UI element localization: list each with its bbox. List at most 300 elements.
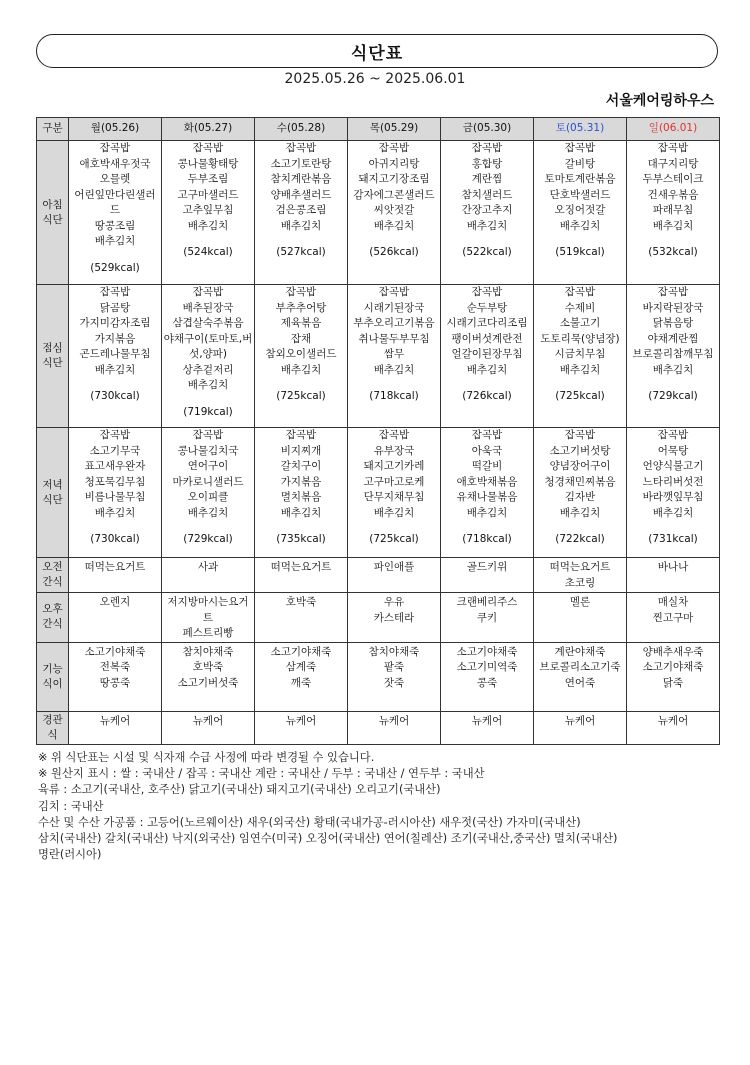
spacer [163,521,253,532]
menu-item: 소고기야채죽 [270,645,332,658]
menu-item: 잡곡밥 [99,286,131,298]
category-header: 구분 [37,118,69,141]
spacer [535,378,625,389]
calorie-label: (532kcal) [648,246,698,258]
menu-cell-dinner-mon [69,428,162,558]
menu-cell-breakfast-fri [441,141,534,285]
menu-item: 뉴케어 [192,714,224,727]
menu-item: 배추김치 [373,506,415,519]
menu-cell-breakfast-mon [69,141,162,285]
menu-item: 배추김치 [652,219,694,232]
menu-cell-am-snack-mon [69,558,162,593]
menu-item: 소불고기 [559,317,601,329]
menu-cell-lunch-sat [534,285,627,428]
menu-item: 잡곡밥 [657,142,689,154]
menu-item: 단무지채무침 [363,491,425,503]
menu-item: 계란야채죽 [554,645,606,658]
calorie-label: (729kcal) [648,390,698,402]
calorie-label: (726kcal) [462,390,512,402]
menu-item: 파래무침 [652,204,694,216]
note-line: 육류 : 소고기(국내산, 호주산) 닭고기(국내산) 돼지고기(국내산) 오리고기(국내산) [38,783,441,797]
menu-cell-tube-feeding-sat [534,711,627,744]
menu-item: 부추추어탕 [275,301,327,314]
menu-cell-tube-feeding-sun [627,711,720,744]
menu-item: 배추김치 [373,363,415,376]
menu-item: 소고기야채죽 [642,661,704,673]
menu-cell-breakfast-sun [627,141,720,285]
menu-item: 닭곰탕 [99,301,131,314]
row-label-dinner: 저녁식단 [37,428,69,558]
menu-item: 잡채 [290,332,312,345]
menu-cell-breakfast-wed [255,141,348,285]
spacer [535,521,625,532]
menu-item: 잡곡밥 [471,286,503,298]
menu-cell-pm-snack-sun [627,593,720,643]
menu-item: 홍합탕 [471,157,503,170]
menu-row-tube-feeding [37,711,720,744]
menu-cell-am-snack-sun [627,558,720,593]
menu-item: 브로콜리소고기죽 [539,661,621,673]
menu-item: 마카로니샐러드 [172,475,244,488]
menu-item: 오이피클 [187,491,229,503]
menu-item: 어린잎만다린샐러드 [74,188,156,216]
menu-cell-pm-snack-thu [348,593,441,643]
menu-table [36,117,720,745]
menu-item: 곤드레나물무침 [79,348,151,360]
menu-cell-breakfast-thu [348,141,441,285]
page-title [36,34,718,68]
menu-item: 애호박새우젓국 [79,157,151,170]
menu-item: 배추김치 [280,506,322,519]
day-header-thu: 목(05.29) [348,118,441,141]
menu-item: 감자에그콘샐러드 [353,188,435,201]
menu-item: 배추된장국 [182,301,234,314]
menu-item: 단호박샐러드 [549,188,611,201]
menu-item: 전복죽 [99,661,131,673]
spacer [70,521,160,532]
menu-item: 뉴케어 [564,714,596,727]
calorie-label: (722kcal) [555,533,605,545]
row-label-special-diet: 기능식이 [37,642,69,711]
spacer [628,234,718,245]
menu-cell-pm-snack-fri [441,593,534,643]
menu-item: 양배추샐러드 [270,188,332,201]
menu-cell-special-diet-mon [69,642,162,711]
menu-item: 느타리버섯전 [642,475,704,488]
menu-cell-pm-snack-wed [255,593,348,643]
menu-item: 저지방마시는요거트 [167,596,249,624]
menu-item: 잡곡밥 [471,142,503,154]
calorie-label: (522kcal) [462,246,512,258]
menu-item: 참치계란볶음 [270,173,332,185]
menu-cell-pm-snack-tue [162,593,255,643]
menu-item: 배추김치 [466,506,508,519]
menu-row-breakfast [37,141,720,285]
menu-item: 배추김치 [187,506,229,519]
calorie-label: (526kcal) [369,246,419,258]
menu-item: 대구지리탕 [647,157,699,170]
menu-item: 바나나 [657,561,689,573]
menu-item: 두부스테이크 [642,173,704,185]
menu-item: 우유 [383,596,405,608]
menu-cell-dinner-wed [255,428,348,558]
menu-item: 간장고추지 [461,204,513,216]
menu-item: 참치야채죽 [368,645,420,658]
menu-item: 청경채민찌볶음 [544,475,616,488]
menu-item: 참치야채죽 [182,645,234,658]
menu-item: 잡곡밥 [657,286,689,298]
calorie-label: (719kcal) [183,405,233,418]
menu-item: 부추오리고기볶음 [353,317,435,329]
menu-item: 시금치무침 [554,348,606,360]
menu-item: 사과 [197,561,219,573]
calorie-label: (524kcal) [183,246,233,258]
menu-item: 양배추새우죽 [642,645,704,658]
organization-name: 서울케어링하우스 [605,93,714,109]
menu-row-pm-snack [37,593,720,643]
menu-cell-dinner-sat [534,428,627,558]
menu-item: 표고새우완자 [84,460,146,472]
menu-cell-lunch-wed [255,285,348,428]
calorie-label: (730kcal) [90,390,140,402]
menu-item: 계란찜 [471,173,503,185]
menu-item: 순두부탕 [466,301,508,314]
menu-item: 고추잎무침 [182,204,234,216]
menu-item: 뉴케어 [471,714,503,727]
day-header-fri: 금(05.30) [441,118,534,141]
menu-item: 양념장어구이 [549,460,611,472]
menu-item: 매실차 [657,596,689,608]
menu-item: 어묵탕 [657,444,689,457]
menu-item: 배추김치 [466,219,508,232]
menu-cell-special-diet-sat [534,642,627,711]
row-label-tube-feeding: 경관식 [37,711,69,744]
menu-item: 잡곡밥 [378,142,410,154]
day-header-sun: 일(06.01) [627,118,720,141]
menu-item: 배추김치 [466,363,508,376]
menu-item: 잡곡밥 [192,429,224,441]
menu-item: 호박죽 [285,596,317,608]
menu-cell-lunch-thu [348,285,441,428]
menu-cell-am-snack-wed [255,558,348,593]
menu-item: 오믈렛 [99,173,131,185]
menu-item: 크랜베리주스 [456,596,518,608]
menu-cell-tube-feeding-tue [162,711,255,744]
menu-cell-am-snack-fri [441,558,534,593]
menu-cell-breakfast-tue [162,141,255,285]
calorie-label: (730kcal) [90,533,140,545]
spacer [163,394,253,405]
menu-item: 호박죽 [192,661,224,673]
menu-item: 오렌지 [99,596,131,608]
menu-item: 잡곡밥 [564,142,596,154]
menu-item: 찐고구마 [652,611,694,624]
menu-item: 두부조림 [187,173,229,185]
menu-period: 2025.05.26 ~ 2025.06.01 [284,71,466,87]
menu-cell-am-snack-tue [162,558,255,593]
menu-row-am-snack [37,558,720,593]
menu-item: 소고기버섯탕 [549,444,611,457]
menu-item: 돼지고기카레 [363,460,425,472]
menu-item: 초코링 [564,576,596,589]
menu-item: 시래기된장국 [363,301,425,314]
menu-item: 바라깻잎무침 [642,491,704,503]
menu-cell-pm-snack-sat [534,593,627,643]
menu-cell-dinner-thu [348,428,441,558]
menu-item: 배추김치 [187,219,229,232]
menu-item: 배추김치 [94,363,136,376]
menu-item: 뉴케어 [99,714,131,727]
menu-item: 소고기버섯죽 [177,676,239,689]
note-line: 명란(러시아) [38,848,102,862]
menu-cell-lunch-fri [441,285,534,428]
menu-item: 참외오이샐러드 [265,348,337,360]
menu-item: 소고기야채죽 [456,645,518,658]
menu-item: 배추김치 [94,506,136,519]
menu-item: 삼겹살숙주볶음 [172,317,244,329]
menu-item: 뉴케어 [657,714,689,727]
menu-cell-special-diet-sun [627,642,720,711]
day-header-tue: 화(05.27) [162,118,255,141]
calorie-label: (519kcal) [555,246,605,258]
menu-cell-tube-feeding-mon [69,711,162,744]
menu-item: 배추김치 [280,363,322,376]
menu-cell-tube-feeding-fri [441,711,534,744]
menu-item: 가지볶음 [280,475,322,488]
menu-item: 배추김치 [559,506,601,519]
menu-item: 땅콩죽 [99,676,131,689]
menu-cell-special-diet-fri [441,642,534,711]
menu-cell-am-snack-thu [348,558,441,593]
spacer [256,521,346,532]
menu-item: 잡곡밥 [99,429,131,441]
menu-item: 콩죽 [476,676,498,689]
menu-item: 소고기야채죽 [84,645,146,658]
menu-item: 언양식불고기 [642,460,704,472]
title-text: 식단표 [350,43,404,64]
day-header-wed: 수(05.28) [255,118,348,141]
menu-item: 땅콩조림 [94,219,136,232]
menu-cell-tube-feeding-wed [255,711,348,744]
menu-item: 잡곡밥 [192,142,224,154]
calorie-label: (725kcal) [369,533,419,545]
menu-item: 배추김치 [652,506,694,519]
spacer [628,521,718,532]
spacer [535,234,625,245]
menu-item: 청포묵김무침 [84,475,146,488]
menu-item: 야채구이(토마토,버섯,양파) [163,332,253,360]
menu-item: 김자반 [564,491,596,503]
menu-item: 잡곡밥 [564,429,596,441]
menu-item: 떠먹는요거트 [270,561,332,573]
menu-item: 배추김치 [94,235,136,247]
menu-item: 야채계란찜 [647,332,699,345]
menu-item: 비지찌개 [280,444,322,457]
menu-item: 파인애플 [373,561,415,573]
menu-item: 잣죽 [383,676,405,689]
menu-item: 떠먹는요거트 [84,561,146,573]
menu-item: 잡곡밥 [657,429,689,441]
spacer [349,234,439,245]
menu-item: 애호박채볶음 [456,475,518,488]
menu-item: 깨죽 [290,676,312,689]
spacer [349,378,439,389]
menu-item: 배추김치 [652,363,694,376]
menu-item: 갈치구이 [280,460,322,472]
menu-row-special-diet [37,642,720,711]
menu-cell-lunch-mon [69,285,162,428]
menu-item: 유부장국 [373,444,415,457]
menu-item: 유채나물볶음 [456,491,518,503]
menu-item: 상추겉저리 [182,363,234,376]
spacer [442,234,532,245]
menu-cell-special-diet-tue [162,642,255,711]
menu-item: 배추김치 [559,219,601,232]
menu-item: 가지볶음 [94,332,136,345]
menu-item: 쌈무 [383,348,405,360]
menu-item: 잡곡밥 [471,429,503,441]
menu-item: 아욱국 [471,444,503,457]
menu-item: 연어구이 [187,460,229,472]
row-label-am-snack: 오전간식 [37,558,69,593]
menu-item: 뉴케어 [378,714,410,727]
menu-item: 브로콜리참깨무침 [632,348,714,360]
menu-item: 떡갈비 [471,460,503,472]
menu-cell-dinner-fri [441,428,534,558]
note-line: 김치 : 국내산 [38,799,104,813]
menu-cell-pm-snack-mon [69,593,162,643]
calorie-label: (527kcal) [276,246,326,258]
menu-item: 돼지고기장조림 [358,173,430,185]
menu-cell-lunch-tue [162,285,255,428]
menu-item: 멜론 [569,596,591,608]
note-line: 수산 및 수산 가공품 : 고등어(노르웨이산) 새우(외국산) 황태(국내가공-러시아산) 새우젓(국산) 가자미(국내산) [38,815,581,829]
menu-item: 검은콩조림 [275,204,327,216]
menu-item: 팽이버섯계란전 [451,332,523,345]
menu-item: 잡곡밥 [285,142,317,154]
spacer [256,234,346,245]
menu-item: 떠먹는요거트 [549,561,611,573]
menu-item: 배추김치 [280,219,322,232]
menu-item: 잡곡밥 [99,142,131,154]
spacer [442,378,532,389]
menu-item: 잡곡밥 [378,286,410,298]
spacer [628,378,718,389]
calorie-label: (529kcal) [90,261,140,274]
menu-cell-special-diet-wed [255,642,348,711]
calorie-label: (729kcal) [183,533,233,545]
menu-row-lunch [37,285,720,428]
spacer [70,378,160,389]
menu-item: 닭죽 [662,676,684,689]
menu-item: 토마토계란볶음 [544,173,616,185]
menu-cell-tube-feeding-thu [348,711,441,744]
menu-cell-breakfast-sat [534,141,627,285]
menu-item: 소고기토란탕 [270,157,332,170]
menu-item: 씨앗젓갈 [373,204,415,216]
menu-item: 참치샐러드 [461,188,513,201]
menu-item: 잡곡밥 [564,286,596,298]
note-line: ※ 원산지 표시 : 쌀 : 국내산 / 잡곡 : 국내산 계란 : 국내산 / 두부 : 국내산 / 연두부 : 국내산 [38,767,485,781]
menu-item: 골드키위 [466,561,508,573]
menu-item: 팥죽 [383,661,405,673]
row-label-breakfast: 아침식단 [37,141,69,285]
menu-item: 바지락된장국 [642,301,704,314]
notes-section [38,750,728,863]
menu-item: 삼계죽 [285,661,317,673]
calorie-label: (718kcal) [462,533,512,545]
menu-item: 얼갈이된장무침 [451,348,523,360]
menu-item: 닭볶음탕 [652,317,694,329]
menu-item: 뉴케어 [285,714,317,727]
menu-item: 잡곡밥 [378,429,410,441]
day-header-mon: 월(05.26) [69,118,162,141]
header-row [37,118,720,141]
note-line: 삼치(국내산) 갈치(국내산) 낙지(외국산) 임연수(미국) 오징어(국내산) 연어(칠레산) 조기(국내산,중국산) 멸치(국내산) [38,832,618,846]
menu-item: 쿠키 [476,611,498,624]
menu-item: 콩나물황태탕 [177,157,239,170]
menu-item: 배추김치 [373,219,415,232]
menu-cell-dinner-tue [162,428,255,558]
calorie-label: (731kcal) [648,533,698,545]
menu-item: 페스트리빵 [182,627,234,639]
spacer [163,234,253,245]
row-label-lunch: 점심식단 [37,285,69,428]
menu-item: 비름나물무침 [84,491,146,503]
menu-cell-special-diet-thu [348,642,441,711]
menu-item: 아귀지리탕 [368,157,420,170]
menu-item: 배추김치 [559,363,601,376]
spacer [349,521,439,532]
menu-item: 멸치볶음 [280,491,322,503]
calorie-label: (725kcal) [276,390,326,402]
menu-item: 가지미감자조림 [79,317,151,329]
menu-item: 수제비 [564,301,596,314]
menu-item: 취나물두부무침 [358,332,430,345]
menu-item: 배추김치 [187,379,229,391]
menu-item: 잡곡밥 [192,286,224,298]
menu-item: 오징어젓갈 [554,204,606,216]
menu-cell-dinner-sun [627,428,720,558]
menu-item: 잡곡밥 [285,429,317,441]
menu-item: 갈비탕 [564,157,596,170]
calorie-label: (735kcal) [276,533,326,545]
row-label-pm-snack: 오후간식 [37,593,69,643]
spacer [256,378,346,389]
spacer [70,250,160,261]
day-header-sat: 토(05.31) [534,118,627,141]
spacer [442,521,532,532]
menu-item: 시래기코다리조림 [446,317,528,329]
menu-item: 고구마고로케 [363,475,425,488]
menu-item: 건새우볶음 [647,188,699,201]
calorie-label: (718kcal) [369,390,419,402]
menu-cell-am-snack-sat [534,558,627,593]
menu-item: 카스테라 [373,611,415,624]
menu-item: 연어죽 [564,676,596,689]
menu-item: 고구마샐러드 [177,188,239,201]
menu-cell-lunch-sun [627,285,720,428]
calorie-label: (725kcal) [555,390,605,402]
menu-item: 제육볶음 [280,317,322,329]
note-line: ※ 위 식단표는 시설 및 식자재 수급 사정에 따라 변경될 수 있습니다. [38,751,375,764]
menu-item: 소고기무국 [89,444,141,457]
menu-item: 도토리묵(양념장) [540,332,620,345]
menu-item: 소고기미역죽 [456,661,518,673]
menu-item: 콩나물김치국 [177,444,239,457]
menu-item: 잡곡밥 [285,286,317,298]
menu-row-dinner [37,428,720,558]
